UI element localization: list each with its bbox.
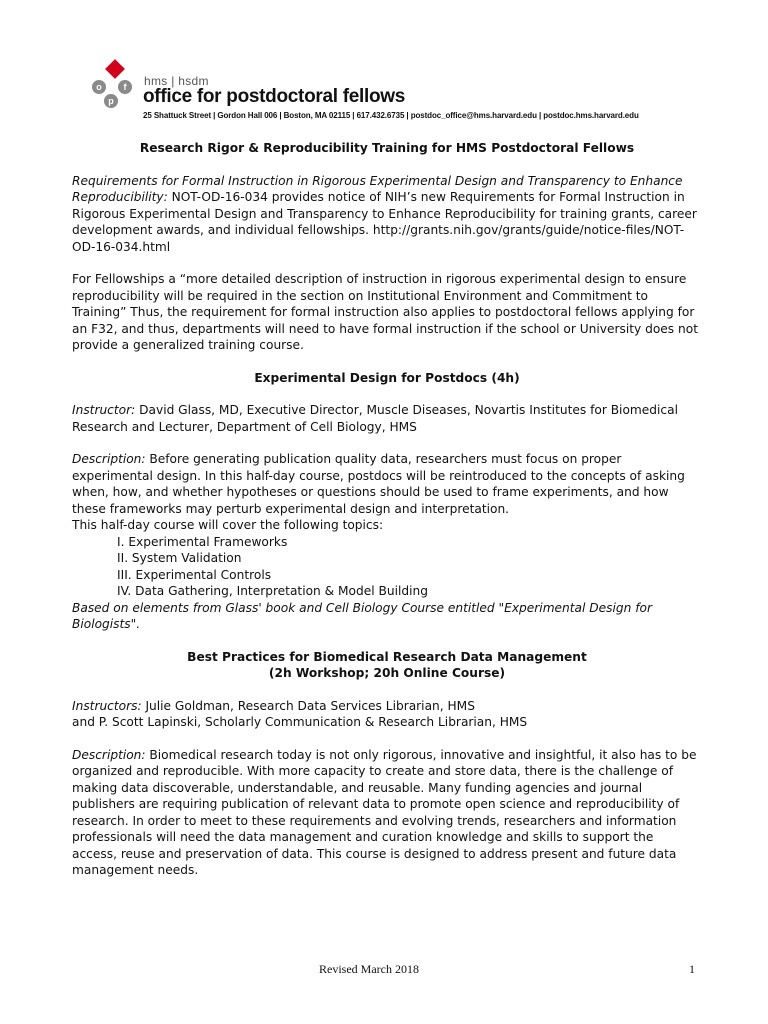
- logo-letter-o: o: [92, 80, 106, 94]
- office-title: office for postdoctoral fellows: [143, 86, 405, 107]
- document-title: Research Rigor & Reproducibility Training for HMS Postdoctoral Fellows: [139, 141, 635, 155]
- description-label: Description:: [72, 452, 146, 466]
- list-item: I. Experimental Frameworks: [117, 534, 288, 549]
- logo-letter-f: f: [118, 80, 132, 94]
- instructors-label: Instructors:: [72, 698, 142, 713]
- page-footer: [0, 962, 768, 978]
- topics-list: [72, 534, 702, 600]
- page-number: 1: [689, 962, 695, 976]
- intro-text: NOT-OD-16-034 provides notice of NIH’s new Requirements for Formal Instruction in Rigorous Experimental Design and Transparency to Enhance Reproducibility for training grants, career development awards, and individual fellowships. http://grants.nih.gov/grants/guide/notice-files/NOT-OD-16-034.html: [72, 190, 697, 254]
- fellowships-paragraph: For Fellowships a “more detailed description of instruction in rigorous experimental design to ensure reproducibility will be required in the section on Institutional Environment and Commitment to Training” Thus, the requirement for formal instruction also applies to postdoctoral fellows applying for an F32, and thus, departments will need to have formal instruction if the school or University does not provide a generalized training course.: [72, 272, 698, 352]
- list-item: IV. Data Gathering, Interpretation & Model Building: [117, 584, 428, 598]
- course1-based-on: Based on elements from Glass' book and Cell Biology Course entitled "Experimental Design for Biologists".: [72, 600, 653, 631]
- course2-instructors: [72, 698, 702, 715]
- letterhead: [84, 56, 704, 126]
- intro-lead: Requirements for Formal Instruction in Rigorous Experimental Design and Transparency to Enhance Reproducibility:: [72, 173, 683, 204]
- course2-title-line2: (2h Workshop; 20h Online Course): [268, 666, 506, 680]
- description-label: Description:: [72, 747, 146, 762]
- description-text: Before generating publication quality data, researchers must focus on proper experimental design. In this half-day course, postdocs will be reintroduced to the concepts of asking when, how, and whether hypotheses or questions should be used to frame experiments, and how these frameworks may perturb experimental design and interpretation.: [72, 452, 685, 516]
- red-diamond-icon: [105, 59, 125, 79]
- topics-intro: This half-day course will cover the following topics:: [72, 518, 384, 532]
- instructors-line1: Julie Goldman, Research Data Services Librarian, HMS: [141, 698, 475, 713]
- list-item: III. Experimental Controls: [117, 567, 272, 582]
- instructor-text: David Glass, MD, Executive Director, Muscle Diseases, Novartis Institutes for Biomedical Research and Lecturer, Department of Cell Biology, HMS: [72, 403, 678, 434]
- document-body: [72, 140, 702, 879]
- course2-instructors-line2: and P. Scott Lapinski, Scholarly Communication & Research Librarian, HMS: [72, 715, 528, 729]
- opf-logo: [84, 56, 140, 122]
- hms-hsdm-label: hms | hsdm: [144, 74, 209, 88]
- address-line: 25 Shattuck Street | Gordon Hall 006 | Boston, MA 02115 | 617.432.6735 | postdoc_office@hms.harvard.edu | postdoc.hms.harvard.edu: [143, 111, 639, 120]
- description-text: Biomedical research today is not only rigorous, innovative and insightful, it also has to be organized and reproducible. With more capacity to create and store data, there is the challenge of making data discoverable, understandable, and reusable. Many funding agencies and journal publishers are requiring publication of relevant data to promote open science and reproducibility of research. In order to meet to these requirements and evolving trends, researchers and information professionals will need the data management and curation knowledge and skills to support the access, reuse and preservation of data. This course is designed to address present and future data management needs.: [72, 747, 697, 877]
- logo-letter-p: p: [104, 94, 118, 108]
- revised-date: Revised March 2018: [319, 962, 419, 976]
- intro-paragraph: [72, 173, 702, 256]
- course1-instructor: [72, 402, 702, 435]
- list-item: II. System Validation: [117, 551, 242, 565]
- instructor-label: Instructor:: [72, 403, 136, 417]
- course1-description: [72, 451, 702, 517]
- course1-title: Experimental Design for Postdocs (4h): [254, 370, 520, 385]
- course2-title-line1: Best Practices for Biomedical Research Data Management: [187, 649, 587, 664]
- course2-description: [72, 747, 702, 879]
